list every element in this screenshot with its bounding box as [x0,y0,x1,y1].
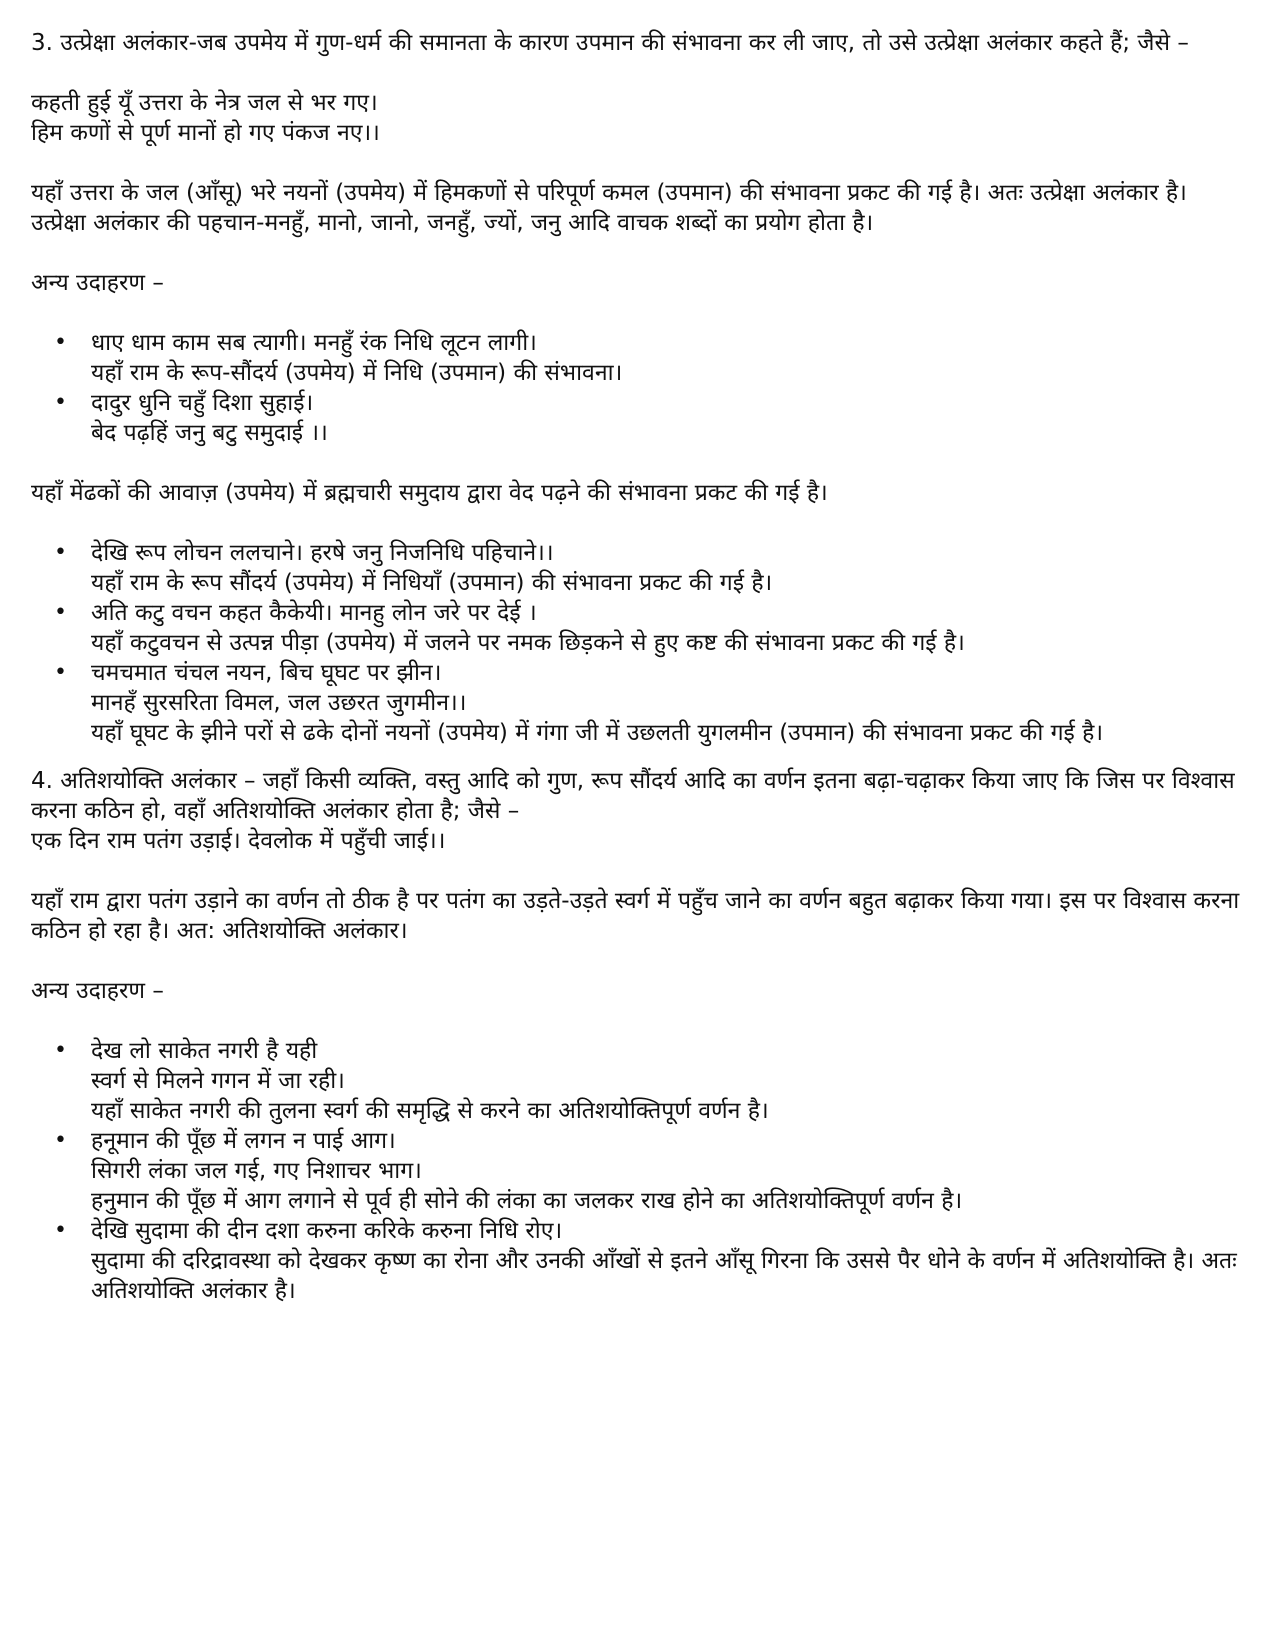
section3-intro: 3. उत्प्रेक्षा अलंकार-जब उपमेय में गुण-धर्म की समानता के कारण उपमान की संभावना कर ली जाए, तो उसे उत्प्रेक्षा अलंकार कहते हैं; जैसे – [31,30,1189,56]
section3-other-examples-heading: अन्य उदाहरण – [31,270,164,296]
example-line: देखि रूप लोचन ललचाने। हरषे जनु निजनिधि पहिचाने।। [91,540,554,566]
example-line: सिगरी लंका जल गई, गए निशाचर भाग। [91,1158,422,1184]
example-line: यहाँ साकेत नगरी की तुलना स्वर्ग की समृद्धि से करने का अतिशयोक्तिपूर्ण वर्णन है। [91,1098,769,1124]
section4-example-list [31,1036,1246,1306]
list-item [31,1126,1246,1216]
example-line: स्वर्ग से मिलने गगन में जा रही। [91,1068,345,1094]
document-page [31,28,1246,1306]
list-item [31,658,1246,748]
section3-verse-line2: हिम कणों से पूर्ण मानों हो गए पंकज नए।। [31,120,380,146]
example-line: देख लो साकेत नगरी है यही [91,1038,318,1064]
example-line: सुदामा की दरिद्रावस्था को देखकर कृष्ण का रोना और उनकी आँखों से इतने आँसू गिरना कि उससे पैर धोने के वर्णन में अतिशयोक्ति है। अतः अतिशयोक्ति अलंकार है। [91,1248,1237,1304]
bullet-icon: • [54,660,67,685]
section3-explanation: यहाँ उत्तरा के जल (आँसू) भरे नयनों (उपमेय) में हिमकणों से परिपूर्ण कमल (उपमान) की संभावना प्रकट की गई है। अतः उत्प्रेक्षा अलंकार है। [31,180,1187,206]
section3-identification: उत्प्रेक्षा अलंकार की पहचान-मनहुँ, मानो, जानो, जनहुँ, ज्यों, जनु आदि वाचक शब्दों का प्रयोग होता है। [31,210,874,236]
section4-explanation: यहाँ राम द्वारा पतंग उड़ाने का वर्णन तो ठीक है पर पतंग का उड़ते-उड़ते स्वर्ग में पहुँच जाने का वर्णन बहुत बढ़ाकर किया गया। इस पर विश्वास करना कठिन हो रहा है। अत: अतिशयोक्ति अलंकार। [31,888,1240,944]
example-line: हनुमान की पूँछ में आग लगाने से पूर्व ही सोने की लंका का जलकर राख होने का अतिशयोक्तिपूर्ण वर्णन है। [91,1188,963,1214]
example-line: यहाँ राम के रूप-सौंदर्य (उपमेय) में निधि (उपमान) की संभावना। [91,360,623,386]
example-line: देखि सुदामा की दीन दशा करुना करिके करुना निधि रोए। [91,1218,563,1244]
section3-mid-explanation: यहाँ मेंढकों की आवाज़ (उपमेय) में ब्रह्मचारी समुदाय द्वारा वेद पढ़ने की संभावना प्रकट की गई है। [31,480,828,506]
bullet-icon: • [54,1038,67,1063]
bullet-icon: • [54,330,67,355]
section4-intro: 4. अतिशयोक्ति अलंकार – जहाँ किसी व्यक्ति, वस्तु आदि को गुण, रूप सौंदर्य आदि का वर्णन इतना बढ़ा-चढ़ाकर किया जाए कि जिस पर विश्वास करना कठिन हो, वहाँ अतिशयोक्ति अलंकार होता है; जैसे – [31,768,1235,824]
example-line: यहाँ राम के रूप सौंदर्य (उपमेय) में निधियाँ (उपमान) की संभावना प्रकट की गई है। [91,570,773,596]
list-item [31,598,1246,658]
section4-other-examples-heading: अन्य उदाहरण – [31,978,164,1004]
list-item [31,388,1246,448]
section3-example-list-1 [31,328,1246,448]
list-item [31,328,1246,388]
list-item [31,538,1246,598]
bullet-icon: • [54,600,67,625]
list-item [31,1216,1246,1306]
example-line: बेद पढ़हिं जनु बटु समुदाई ।। [91,420,328,446]
example-line: दादुर धुनि चहुँ दिशा सुहाई। [91,390,314,416]
example-line: मानहँ सुरसरिता विमल, जल उछरत जुगमीन।। [91,690,467,716]
example-line: चमचमात चंचल नयन, बिच घूघट पर झीन। [91,660,442,686]
bullet-icon: • [54,540,67,565]
bullet-icon: • [54,1218,67,1243]
section3-example-list-2 [31,538,1246,748]
section4-verse-line: एक दिन राम पतंग उड़ाई। देवलोक में पहुँची जाई।। [31,828,446,854]
section3-verse-line1: कहती हुई यूँ उत्तरा के नेत्र जल से भर गए। [31,90,378,116]
example-line: यहाँ कटुवचन से उत्पन्न पीड़ा (उपमेय) में जलने पर नमक छिड़कने से हुए कष्ट की संभावना प्रकट की गई है। [91,630,965,656]
example-line: यहाँ घूघट के झीने परों से ढके दोनों नयनों (उपमेय) में गंगा जी में उछलती युगलमीन (उपमान) की संभावना प्रकट की गई है। [91,720,1104,746]
example-line: हनूमान की पूँछ में लगन न पाई आग। [91,1128,396,1154]
example-line: अति कटु वचन कहत कैकेयी। मानहु लोन जरे पर देई । [91,600,537,626]
bullet-icon: • [54,1128,67,1153]
example-line: धाए धाम काम सब त्यागी। मनहुँ रंक निधि लूटन लागी। [91,330,537,356]
list-item [31,1036,1246,1126]
bullet-icon: • [54,390,67,415]
